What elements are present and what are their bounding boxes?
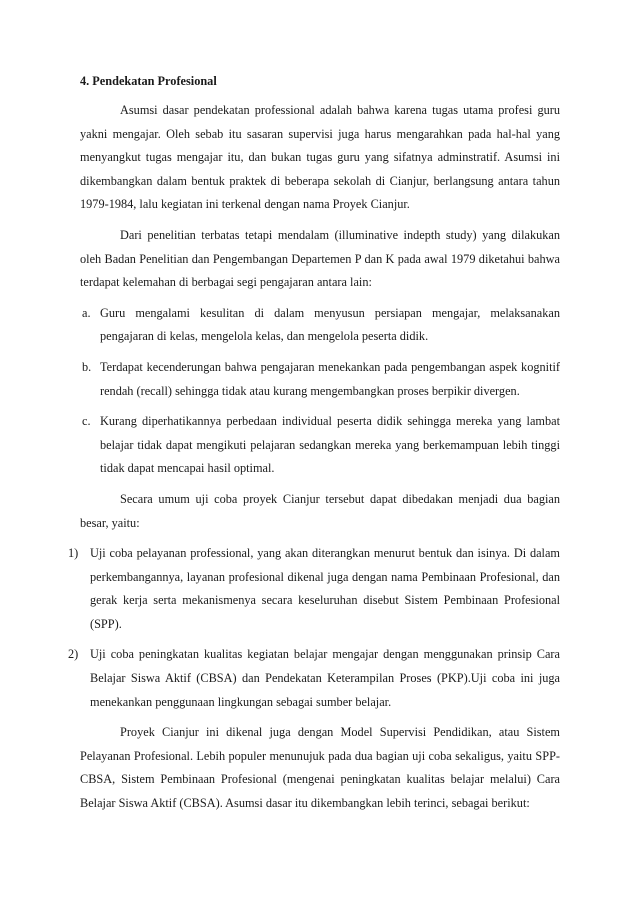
- list-item: [68, 643, 560, 714]
- paragraph-trial-parts: Secara umum uji coba proyek Cianjur tersebut dapat dibedakan menjadi dua bagian besar, yaitu:: [80, 491, 560, 530]
- list-item: [82, 356, 560, 403]
- list-item: [82, 410, 560, 481]
- list-marker: b.: [82, 359, 92, 374]
- list-item-text: Kurang diperhatikannya perbedaan individual peserta didik sehingga mereka yang lambat belajar tidak dapat mengikuti pelajaran sedangkan mereka yang berkemampuan lebih tinggi tidak dapat mencapai hasil optimal.: [100, 414, 560, 476]
- section-heading: 4. Pendekatan Profesional: [80, 74, 217, 88]
- list-item-text: Guru mengalami kesulitan di dalam menyusun persiapan mengajar, melaksanakan pengajaran di kelas, mengelola kelas, dan mengelola peserta didik.: [100, 305, 560, 344]
- paragraph-cianjur-model: Proyek Cianjur ini dikenal juga dengan Model Supervisi Pendidikan, atau Sistem Pelayanan Profesional. Lebih populer menunujuk pada dua bagian uji coba sekaligus, yaitu SPP-CBSA, Sistem Pembinaan Profesional (mengenai peningkatan kualitas belajar melalui) Cara Belajar Siswa Aktif (CBSA). Asumsi dasar itu dikembangkan lebih terinci, sebagai berikut:: [80, 725, 560, 811]
- list-marker: 2): [68, 647, 79, 662]
- list-item: [68, 542, 560, 636]
- paragraph-research: Dari penelitian terbatas tetapi mendalam (illuminative indepth study) yang dilakukan oleh Badan Penelitian dan Pengembangan Departemen P dan K pada awal 1979 diketahui bahwa terdapat kelemahan di berbagai segi pengajaran antara lain:: [80, 227, 560, 290]
- list-item-text: Uji coba peningkatan kualitas kegiatan belajar mengajar dengan menggunakan prinsip Cara Belajar Siswa Aktif (CBSA) dan Pendekatan Keterampilan Proses (PKP).Uji coba ini juga menekankan penggunaan lingkungan sebagai sumber belajar.: [90, 647, 560, 709]
- paragraph-assumption: Asumsi dasar pendekatan professional adalah bahwa karena tugas utama profesi guru yakni mengajar. Oleh sebab itu sasaran supervisi juga harus mengarahkan pada hal-hal yang menyangkut tugas mengajar itu, dan bukan tugas guru yang sifatnya adminstratif. Asumsi ini dikembangkan dalam bentuk praktek di beberapa sekolah di Cianjur, berlangsung antara tahun 1979-1984, lalu kegiatan ini terkenal dengan nama Proyek Cianjur.: [80, 103, 560, 212]
- list-marker: 1): [68, 546, 79, 561]
- list-marker: a.: [82, 305, 91, 320]
- list-marker: c.: [82, 414, 91, 429]
- trial-list: [68, 542, 560, 714]
- list-item-text: Uji coba pelayanan professional, yang akan diterangkan menurut bentuk dan isinya. Di dalam perkembangannya, layanan profesional dikenal juga dengan nama Pembinaan Profesional, dan gerak kerja serta mekanismenya secara keseluruhan disebut Sistem Pembinaan Profesional (SPP).: [90, 546, 560, 631]
- list-item-text: Terdapat kecenderungan bahwa pengajaran menekankan pada pengembangan aspek kognitif rendah (recall) sehingga tidak atau kurang mengembangkan proses berpikir divergen.: [100, 359, 560, 398]
- weakness-list: [82, 302, 560, 481]
- list-item: [82, 302, 560, 349]
